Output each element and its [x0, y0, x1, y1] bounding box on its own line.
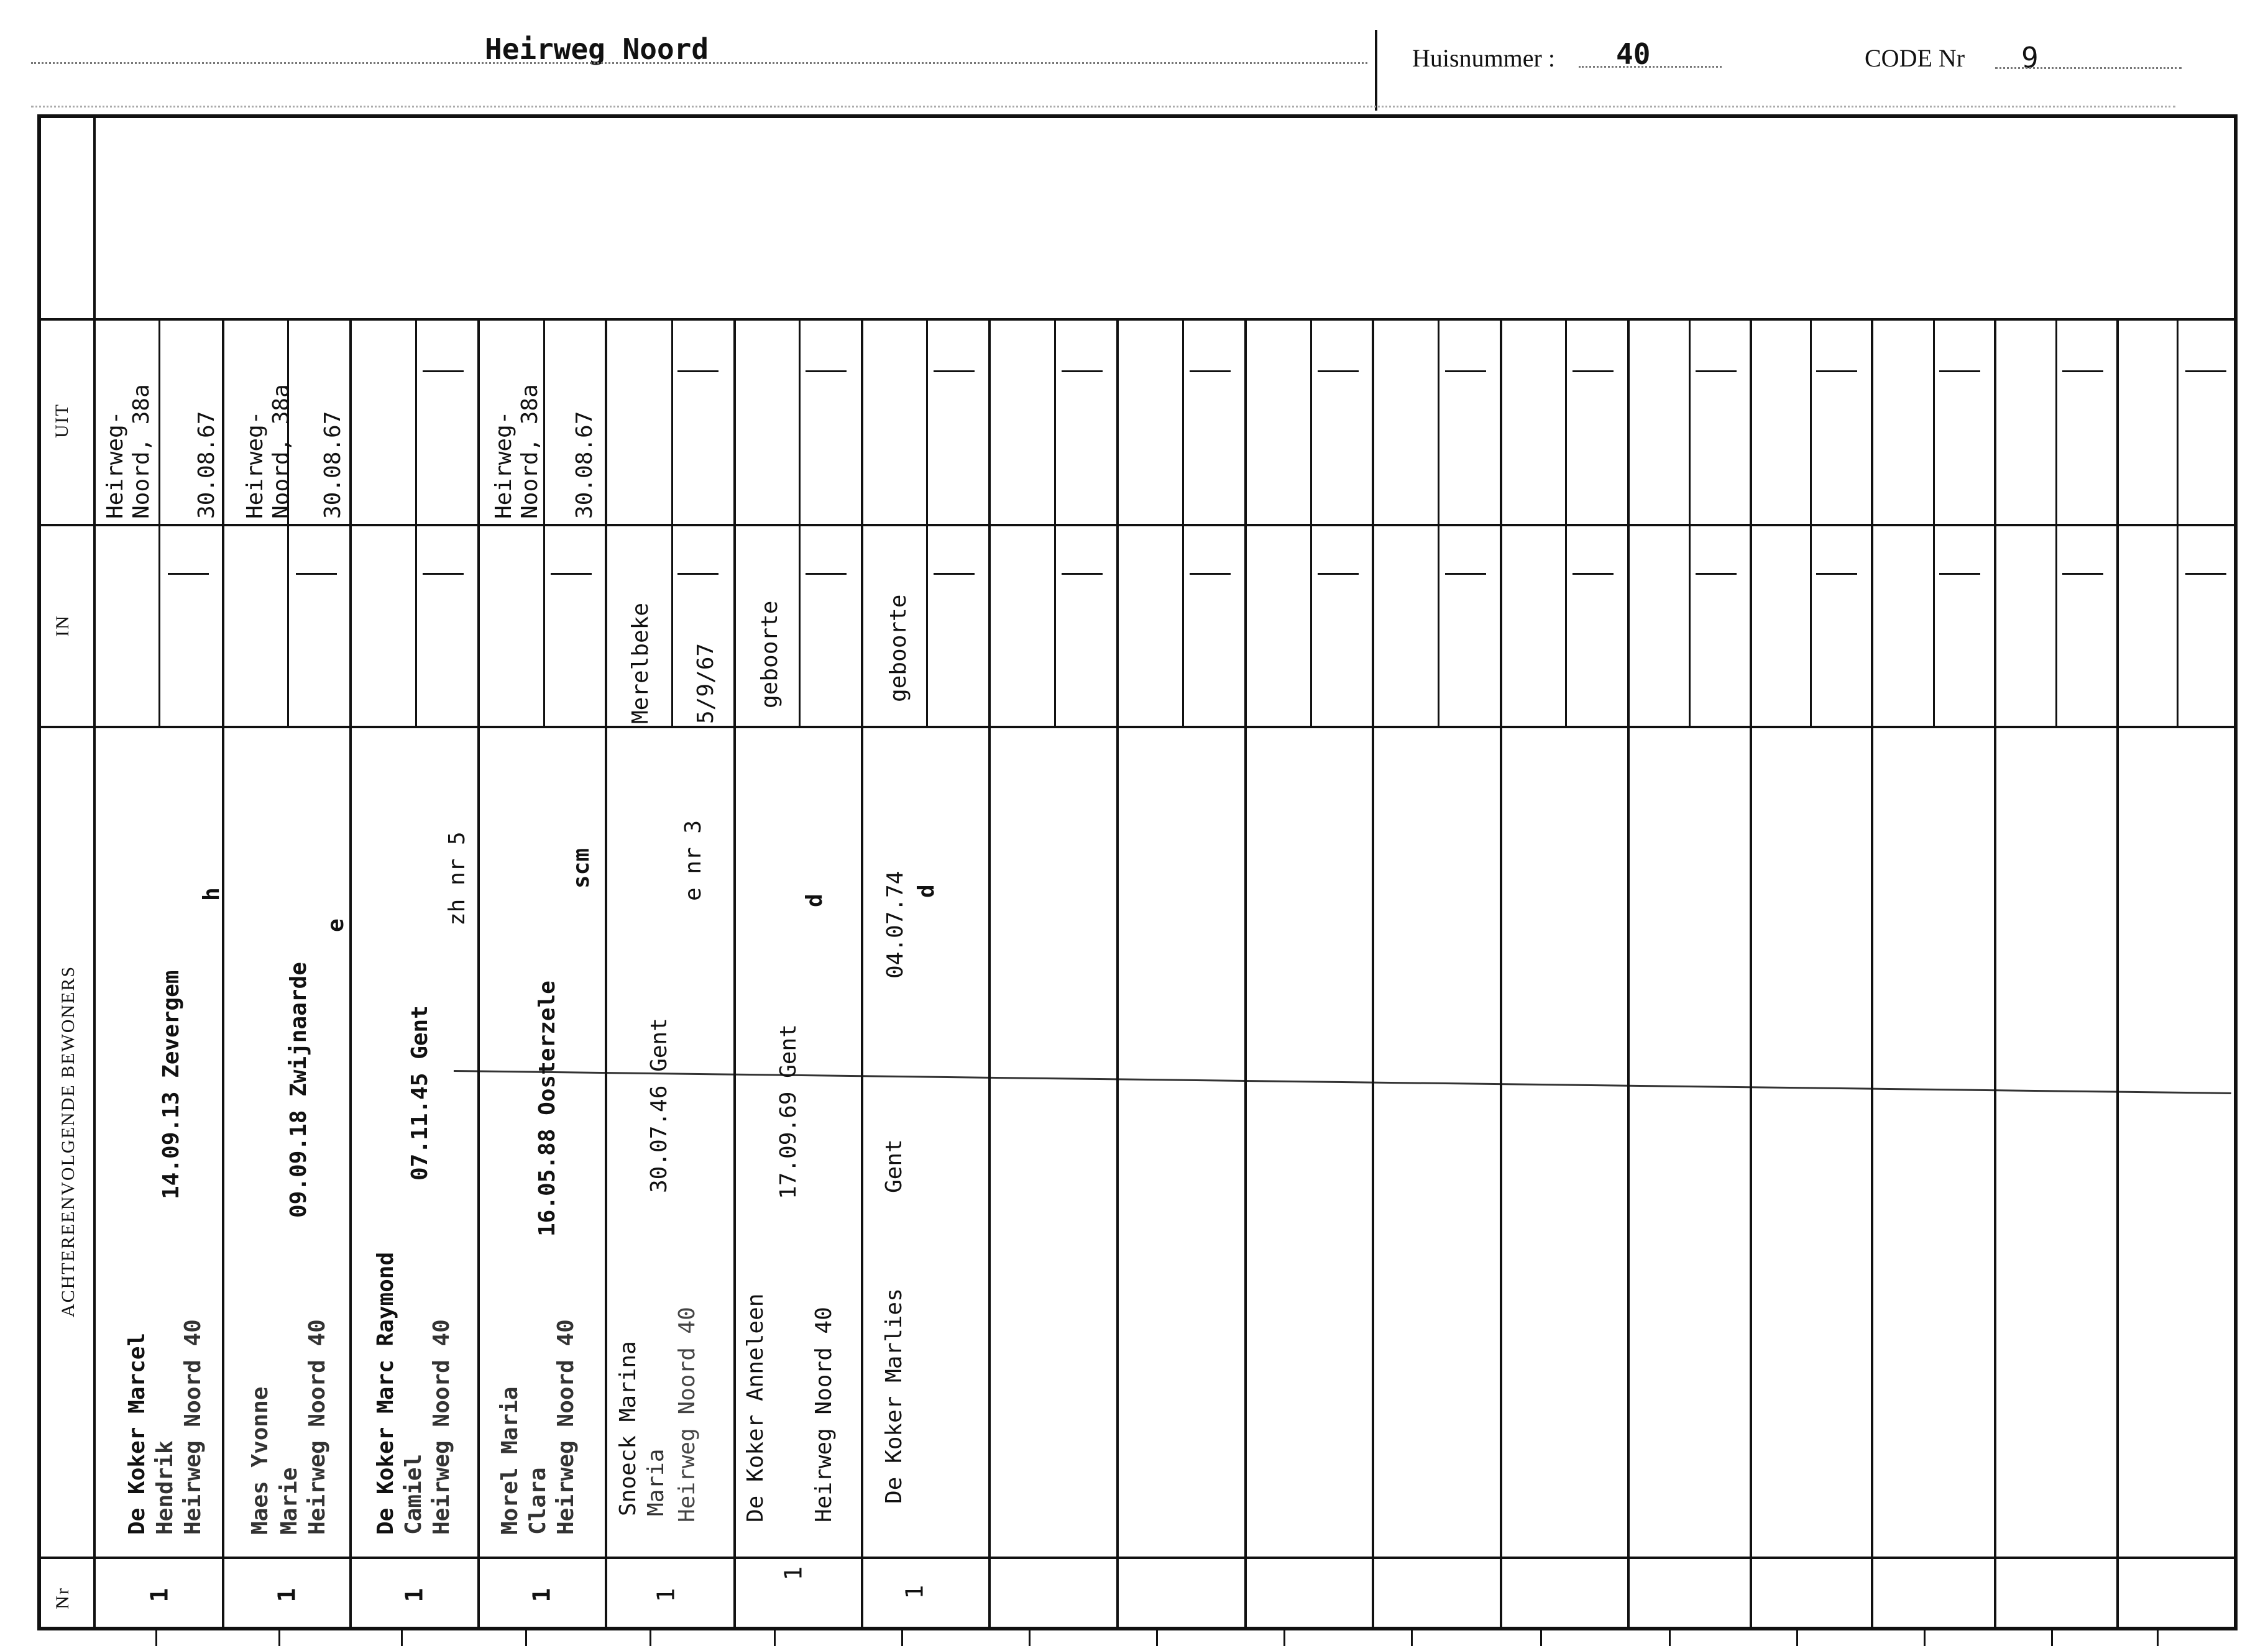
empty-dash [1445, 370, 1486, 372]
empty-dash [1572, 370, 1614, 372]
resident-address: Heirweg Noord 40 [429, 1319, 454, 1535]
resident-address: Heirweg Noord 40 [811, 1307, 837, 1522]
resident-nr: 1 [145, 1588, 173, 1603]
tick [901, 1630, 903, 1646]
col-divider [988, 318, 991, 1629]
empty-dash [2062, 573, 2103, 575]
resident-birth: 16.05.88 Oosterzele [535, 981, 560, 1237]
row-label-in: IN [52, 615, 73, 637]
row-label-uit: UIT [52, 403, 72, 438]
resident-nr: 1 [779, 1566, 807, 1581]
tick [2157, 1630, 2159, 1646]
resident-address: Heirweg Noord 40 [674, 1307, 700, 1522]
col-divider [605, 318, 607, 1629]
resident-address: Heirweg Noord 40 [180, 1319, 206, 1535]
sub-divider [1310, 318, 1312, 727]
tick [1540, 1630, 1542, 1646]
resident-birth-date: 04.07.74 [883, 871, 908, 979]
col-divider [222, 318, 224, 1629]
empty-dash [1939, 573, 1980, 575]
in-date: 5/9/67 [693, 642, 719, 724]
tick [1283, 1630, 1285, 1646]
code-label: CODE Nr [1865, 44, 1965, 72]
tick [155, 1630, 157, 1646]
col-divider [349, 318, 352, 1629]
resident-birth: Gent [881, 1139, 907, 1193]
sub-divider [158, 318, 160, 727]
row-sep-uit-top [37, 318, 2238, 321]
empty-dash [806, 573, 847, 575]
sub-divider [1810, 318, 1812, 727]
row-sep-nr-top [37, 1557, 2238, 1559]
resident-code: e nr 3 [681, 820, 706, 901]
resident-nr: 1 [901, 1584, 929, 1599]
in-place: Merelbeke [628, 602, 653, 724]
col-divider [2116, 318, 2119, 1629]
resident-nr: 1 [273, 1588, 301, 1603]
resident-firstnames: Maria [643, 1448, 669, 1516]
empty-dash [1318, 573, 1359, 575]
resident-firstnames: Clara [525, 1467, 551, 1535]
tick [1411, 1630, 1413, 1646]
uit-place: Heirweg- Noord, 38a [103, 384, 154, 519]
uit-date: 30.08.67 [572, 411, 597, 519]
resident-code: h [199, 887, 224, 901]
empty-dash [1816, 573, 1857, 575]
resident-firstnames: Camiel [401, 1453, 426, 1535]
resident-name: Morel Maria [497, 1386, 523, 1535]
col-divider [1750, 318, 1752, 1629]
uit-date: 30.08.67 [320, 411, 346, 519]
empty-dash [1190, 573, 1231, 575]
resident-birth: 14.09.13 Zevergem [158, 970, 184, 1199]
empty-dash [1939, 370, 1980, 372]
col-divider [861, 318, 863, 1629]
empty-dash [423, 370, 464, 372]
empty-dash [1062, 573, 1103, 575]
tick [1029, 1630, 1031, 1646]
table-bottom-border [37, 1627, 2238, 1630]
resident-code: e [323, 918, 349, 932]
col-divider [1871, 318, 1873, 1629]
empty-dash [2185, 370, 2226, 372]
in-place: geboorte [886, 594, 911, 702]
sub-divider [671, 318, 673, 727]
sub-divider [287, 318, 289, 727]
col-divider [1500, 318, 1502, 1629]
row-sep-in-top [37, 524, 2238, 526]
tick [774, 1630, 776, 1646]
sub-divider [1565, 318, 1567, 727]
empty-dash [677, 370, 719, 372]
empty-dash [1445, 573, 1486, 575]
empty-dash [1572, 573, 1614, 575]
col-divider [1116, 318, 1119, 1629]
sub-divider [799, 318, 801, 727]
sub-divider [1438, 318, 1439, 727]
empty-dash [1318, 370, 1359, 372]
resident-birth: 30.07.46 Gent [646, 1018, 672, 1193]
street-dotted-line [31, 62, 1367, 64]
resident-name: De Koker Marc Raymond [373, 1251, 398, 1535]
code-value: 9 [2021, 41, 2039, 75]
empty-dash [1190, 370, 1231, 372]
table-right-border [2234, 114, 2238, 1630]
huisnummer-value: 40 [1616, 37, 1651, 71]
resident-address: Heirweg Noord 40 [553, 1319, 579, 1535]
empty-dash [423, 573, 464, 575]
empty-dash [1696, 573, 1737, 575]
resident-birth: 07.11.45 Gent [407, 1005, 433, 1181]
col-divider [1372, 318, 1374, 1629]
col-divider [733, 318, 736, 1629]
resident-nr: 1 [528, 1588, 556, 1603]
sub-divider [415, 318, 417, 727]
resident-code: zh nr 5 [444, 831, 470, 926]
tick [401, 1630, 403, 1646]
sub-divider [543, 318, 545, 727]
uit-date: 30.08.67 [194, 411, 219, 519]
resident-code: d [914, 884, 939, 898]
resident-name: De Koker Marcel [124, 1332, 150, 1535]
resident-name: Maes Yvonne [247, 1386, 273, 1535]
uit-place: Heirweg- Noord, 38a [242, 384, 294, 519]
resident-nr: 1 [400, 1588, 428, 1603]
resident-name: Snoeck Marina [615, 1341, 641, 1516]
resident-code: d [802, 894, 827, 907]
header-divider [1375, 30, 1377, 111]
table-left-border [37, 114, 41, 1630]
row-sep-bewoners-top [37, 726, 2238, 728]
empty-dash [1062, 370, 1103, 372]
sub-divider [1182, 318, 1184, 727]
resident-birth: 17.09.69 Gent [776, 1024, 801, 1199]
col-divider [1994, 318, 1996, 1629]
col-divider [477, 318, 480, 1629]
sub-divider [2177, 318, 2178, 727]
label-column-divider [93, 114, 96, 1630]
empty-dash [934, 370, 975, 372]
resident-address: Heirweg Noord 40 [305, 1319, 330, 1535]
sub-divider [1933, 318, 1935, 727]
row-label-bewoners: ACHTEREENVOLGENDE BEWONERS [58, 965, 78, 1318]
sub-divider [926, 318, 928, 727]
empty-dash [1696, 370, 1737, 372]
table-top-border [37, 114, 2238, 118]
street-name: Heirweg Noord [485, 32, 709, 66]
resident-code: scm [569, 848, 594, 889]
empty-dash [1816, 370, 1857, 372]
empty-dash [296, 573, 337, 575]
empty-dash [677, 573, 719, 575]
empty-dash [2185, 573, 2226, 575]
code-dotted-line [1995, 67, 2182, 69]
tick [1669, 1630, 1671, 1646]
empty-dash [551, 573, 592, 575]
stray-pen-line [454, 1070, 2231, 1094]
row-label-nr: Nr [52, 1587, 73, 1609]
sub-divider [1689, 318, 1691, 727]
uit-place: Heirweg- Noord, 38a [491, 384, 543, 519]
resident-name: De Koker Anneleen [743, 1293, 768, 1522]
tick [1796, 1630, 1798, 1646]
empty-dash [806, 370, 847, 372]
tick [2051, 1630, 2053, 1646]
col-divider [1244, 318, 1247, 1629]
resident-firstnames: Marie [277, 1467, 302, 1535]
empty-dash [168, 573, 209, 575]
resident-birth: 09.09.18 Zwijnaarde [286, 962, 311, 1218]
tick [1156, 1630, 1158, 1646]
sub-divider [2055, 318, 2057, 727]
tick [278, 1630, 280, 1646]
resident-nr: 1 [652, 1588, 680, 1603]
huisnummer-dotted-line [1579, 66, 1722, 68]
resident-firstnames: Hendrik [152, 1440, 178, 1535]
tick [650, 1630, 651, 1646]
tick [525, 1630, 527, 1646]
col-divider [1627, 318, 1630, 1629]
tick [1924, 1630, 1926, 1646]
resident-name: De Koker Marlies [881, 1288, 907, 1504]
huisnummer-label: Huisnummer : [1412, 44, 1555, 72]
sub-divider [1054, 318, 1056, 727]
empty-dash [934, 573, 975, 575]
in-place: geboorte [757, 600, 783, 708]
header-bottom-dotted-line [31, 106, 2175, 107]
empty-dash [2062, 370, 2103, 372]
